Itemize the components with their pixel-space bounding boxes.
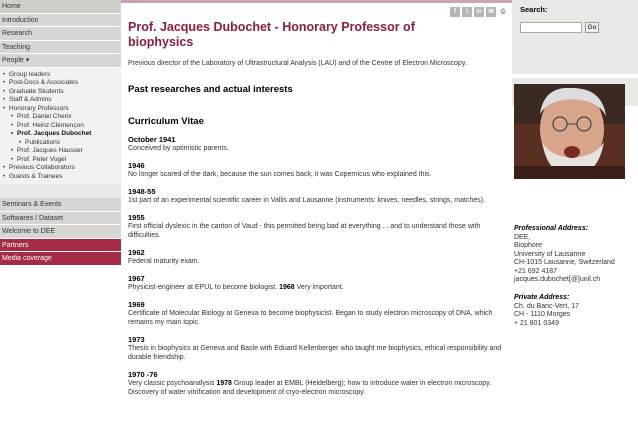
professional-address-line: +21 692 4187: [514, 267, 558, 275]
cv-text: [128, 344, 506, 362]
private-address-line: CH - 1110 Morges: [514, 311, 571, 318]
private-address-line: + 21 801 0349: [514, 319, 559, 327]
cv-text-main: Very classic psychoanalysis: [128, 380, 215, 387]
people-item-group-leaders[interactable]: • Group leaders: [3, 71, 121, 80]
cv-entry: [128, 187, 508, 205]
people-item-honorary-professors[interactable]: • Honorary Professors: [3, 105, 121, 114]
cv-text: [128, 196, 506, 205]
heading-research: Past researches and actual interests: [128, 84, 293, 95]
cv-year: 1973: [128, 335, 145, 344]
cv-year: 1967: [128, 274, 145, 283]
cv-entry: [128, 274, 508, 292]
cv-text-main: Physicist-engineer at EPUL to become biologist.: [128, 284, 278, 291]
intro-text: Previous director of the Laboratory of Ultrastructural Analysis (LAU) and of the Centre of Electron Microscopy.: [128, 60, 467, 67]
email-icon[interactable]: ✉: [486, 7, 496, 17]
people-submenu: [0, 68, 121, 185]
main-content: [121, 0, 512, 425]
private-address-label: Private Address:: [514, 294, 570, 301]
people-item-previous-collaborators[interactable]: • Previous Collaborators: [3, 164, 121, 173]
search-panel: [512, 0, 638, 74]
people-item-guests-trainees[interactable]: • Guests & Trainees: [3, 173, 121, 182]
cv-entry: [128, 300, 508, 327]
professional-address-line: University of Lausanne: [514, 250, 586, 258]
heading-cv: Curriculum Vitae: [128, 116, 204, 127]
cv-text: [128, 257, 506, 266]
share-bar: [450, 7, 508, 17]
professional-address: [514, 225, 638, 285]
cv-year: 1969: [128, 300, 145, 309]
cv-text-main: No longer scared of the dark, because the sun comes back; it was Copernicus who explained this.: [128, 171, 432, 178]
people-item-graduate-students[interactable]: • Graduate Students: [3, 88, 121, 97]
cv-entry: [128, 248, 508, 266]
nav-introduction[interactable]: Introduction: [0, 14, 121, 28]
nav-teaching[interactable]: Teaching: [0, 41, 121, 55]
cv-year: 1948-55: [128, 187, 156, 196]
portrait-photo: [514, 84, 625, 179]
twitter-icon[interactable]: t: [462, 7, 472, 17]
people-item-staff-admins[interactable]: • Staff & Admins: [3, 96, 121, 105]
professional-address-line: CH-1015 Lausanne, Switzerland: [514, 259, 615, 266]
cv-entry: [128, 135, 508, 153]
cv-year: 1946: [128, 161, 145, 170]
cv-year: 1970 -76: [128, 370, 158, 379]
people-item-prof-heinz-cl-men-on[interactable]: • Prof. Heinz Clémençon: [3, 122, 121, 131]
people-item-publications[interactable]: • Publications: [3, 139, 121, 148]
cv-text-main: Federal maturity exam.: [128, 258, 200, 265]
private-address-line: Ch. du Banc-Vert, 17: [514, 302, 579, 310]
cv-entry: [128, 335, 508, 362]
nav-media-coverage[interactable]: Media coverage: [0, 252, 121, 266]
professional-address-label: Professional Address:: [514, 225, 589, 232]
nav-research[interactable]: Research: [0, 27, 121, 41]
chevron-down-icon: ▾: [25, 57, 30, 64]
top-accent-line: [121, 0, 512, 3]
linkedin-icon[interactable]: in: [474, 7, 484, 17]
people-item-prof-daniel-cherix[interactable]: • Prof. Daniel Cherix: [3, 113, 121, 122]
cv-year: October 1941: [128, 135, 176, 144]
cv-list: [128, 135, 508, 397]
cv-text-main: First official dyslexic in the canton of Vaud - this permitted being bad at everything ... and to understand those with difficulties.: [128, 223, 481, 239]
cv-text: [128, 379, 506, 397]
cv-year: 1955: [128, 213, 145, 222]
cv-text: [128, 222, 506, 240]
people-item-prof-jacques-hausser[interactable]: • Prof. Jacques Hausser: [3, 147, 121, 156]
facebook-icon[interactable]: f: [450, 7, 460, 17]
nav-people[interactable]: [0, 54, 121, 68]
cv-text: [128, 144, 506, 153]
cv-text-main: Conceived by optimistic parents.: [128, 145, 229, 152]
cv-text-after: Very important.: [296, 284, 344, 291]
page-title: Prof. Jacques Dubochet - Honorary Professor of biophysics: [128, 20, 415, 49]
search-input[interactable]: [520, 22, 582, 33]
nav-spacer: [0, 184, 121, 198]
left-sidebar: [0, 0, 121, 425]
cv-text: [128, 309, 506, 327]
cv-text: [128, 283, 506, 292]
go-button[interactable]: Go: [585, 22, 599, 33]
right-column: [512, 0, 638, 425]
cv-year: 1962: [128, 248, 145, 257]
cv-text-main: Thesis in biophysics at Geneva and Basle with Eduard Kellenberger who taught me biophysics, ethical responsibility and durable friendship.: [128, 345, 502, 361]
cv-text-after: Group leader at EMBL (Heidelberg); how to introduce water in electron microscopy. Discovery of water vitrification and development of cryo-electron microscopy.: [128, 380, 492, 396]
nav-seminars-events[interactable]: Seminars & Events: [0, 198, 121, 212]
nav-softwares-dataset[interactable]: Softwares / Dataset: [0, 212, 121, 226]
professional-address-line: Biophore: [514, 242, 543, 249]
people-item-post-docs-associates[interactable]: • Post-Docs & Associates: [3, 79, 121, 88]
cv-text-main: 1st part of an experimental scientific career in Vallis and Lausanne (instruments: knives, needles, strings, matches).: [128, 197, 486, 204]
search-title: Search:: [520, 5, 548, 14]
print-icon[interactable]: ⎙: [500, 9, 506, 15]
professional-address-line: jacques.dubochet[@]unil.ch: [514, 276, 601, 283]
nav-welcome-to-dee[interactable]: Welcome to DEE: [0, 225, 121, 239]
nav-partners[interactable]: Partners: [0, 239, 121, 253]
cv-text-main: Certificate of Molecular Biology at Geneva to become biophysicist. Began to study electron microscopy of DNA, which remains my main topic.: [128, 310, 493, 326]
cv-entry: [128, 161, 508, 179]
nav-people-label: People: [2, 57, 24, 64]
people-item-prof-jacques-dubochet[interactable]: • Prof. Jacques Dubochet: [3, 130, 121, 139]
cv-text: [128, 170, 506, 179]
cv-entry: [128, 370, 508, 397]
cv-entry: [128, 213, 508, 240]
people-item-prof-peter-vogel[interactable]: • Prof. Peter Vogel: [3, 156, 121, 165]
cv-text-bold-year: 1978: [216, 380, 232, 387]
cv-text-bold-year: 1968: [279, 284, 295, 291]
private-address: [514, 294, 638, 328]
nav-home[interactable]: Home: [0, 0, 121, 14]
professional-address-line: DEE,: [514, 233, 531, 241]
